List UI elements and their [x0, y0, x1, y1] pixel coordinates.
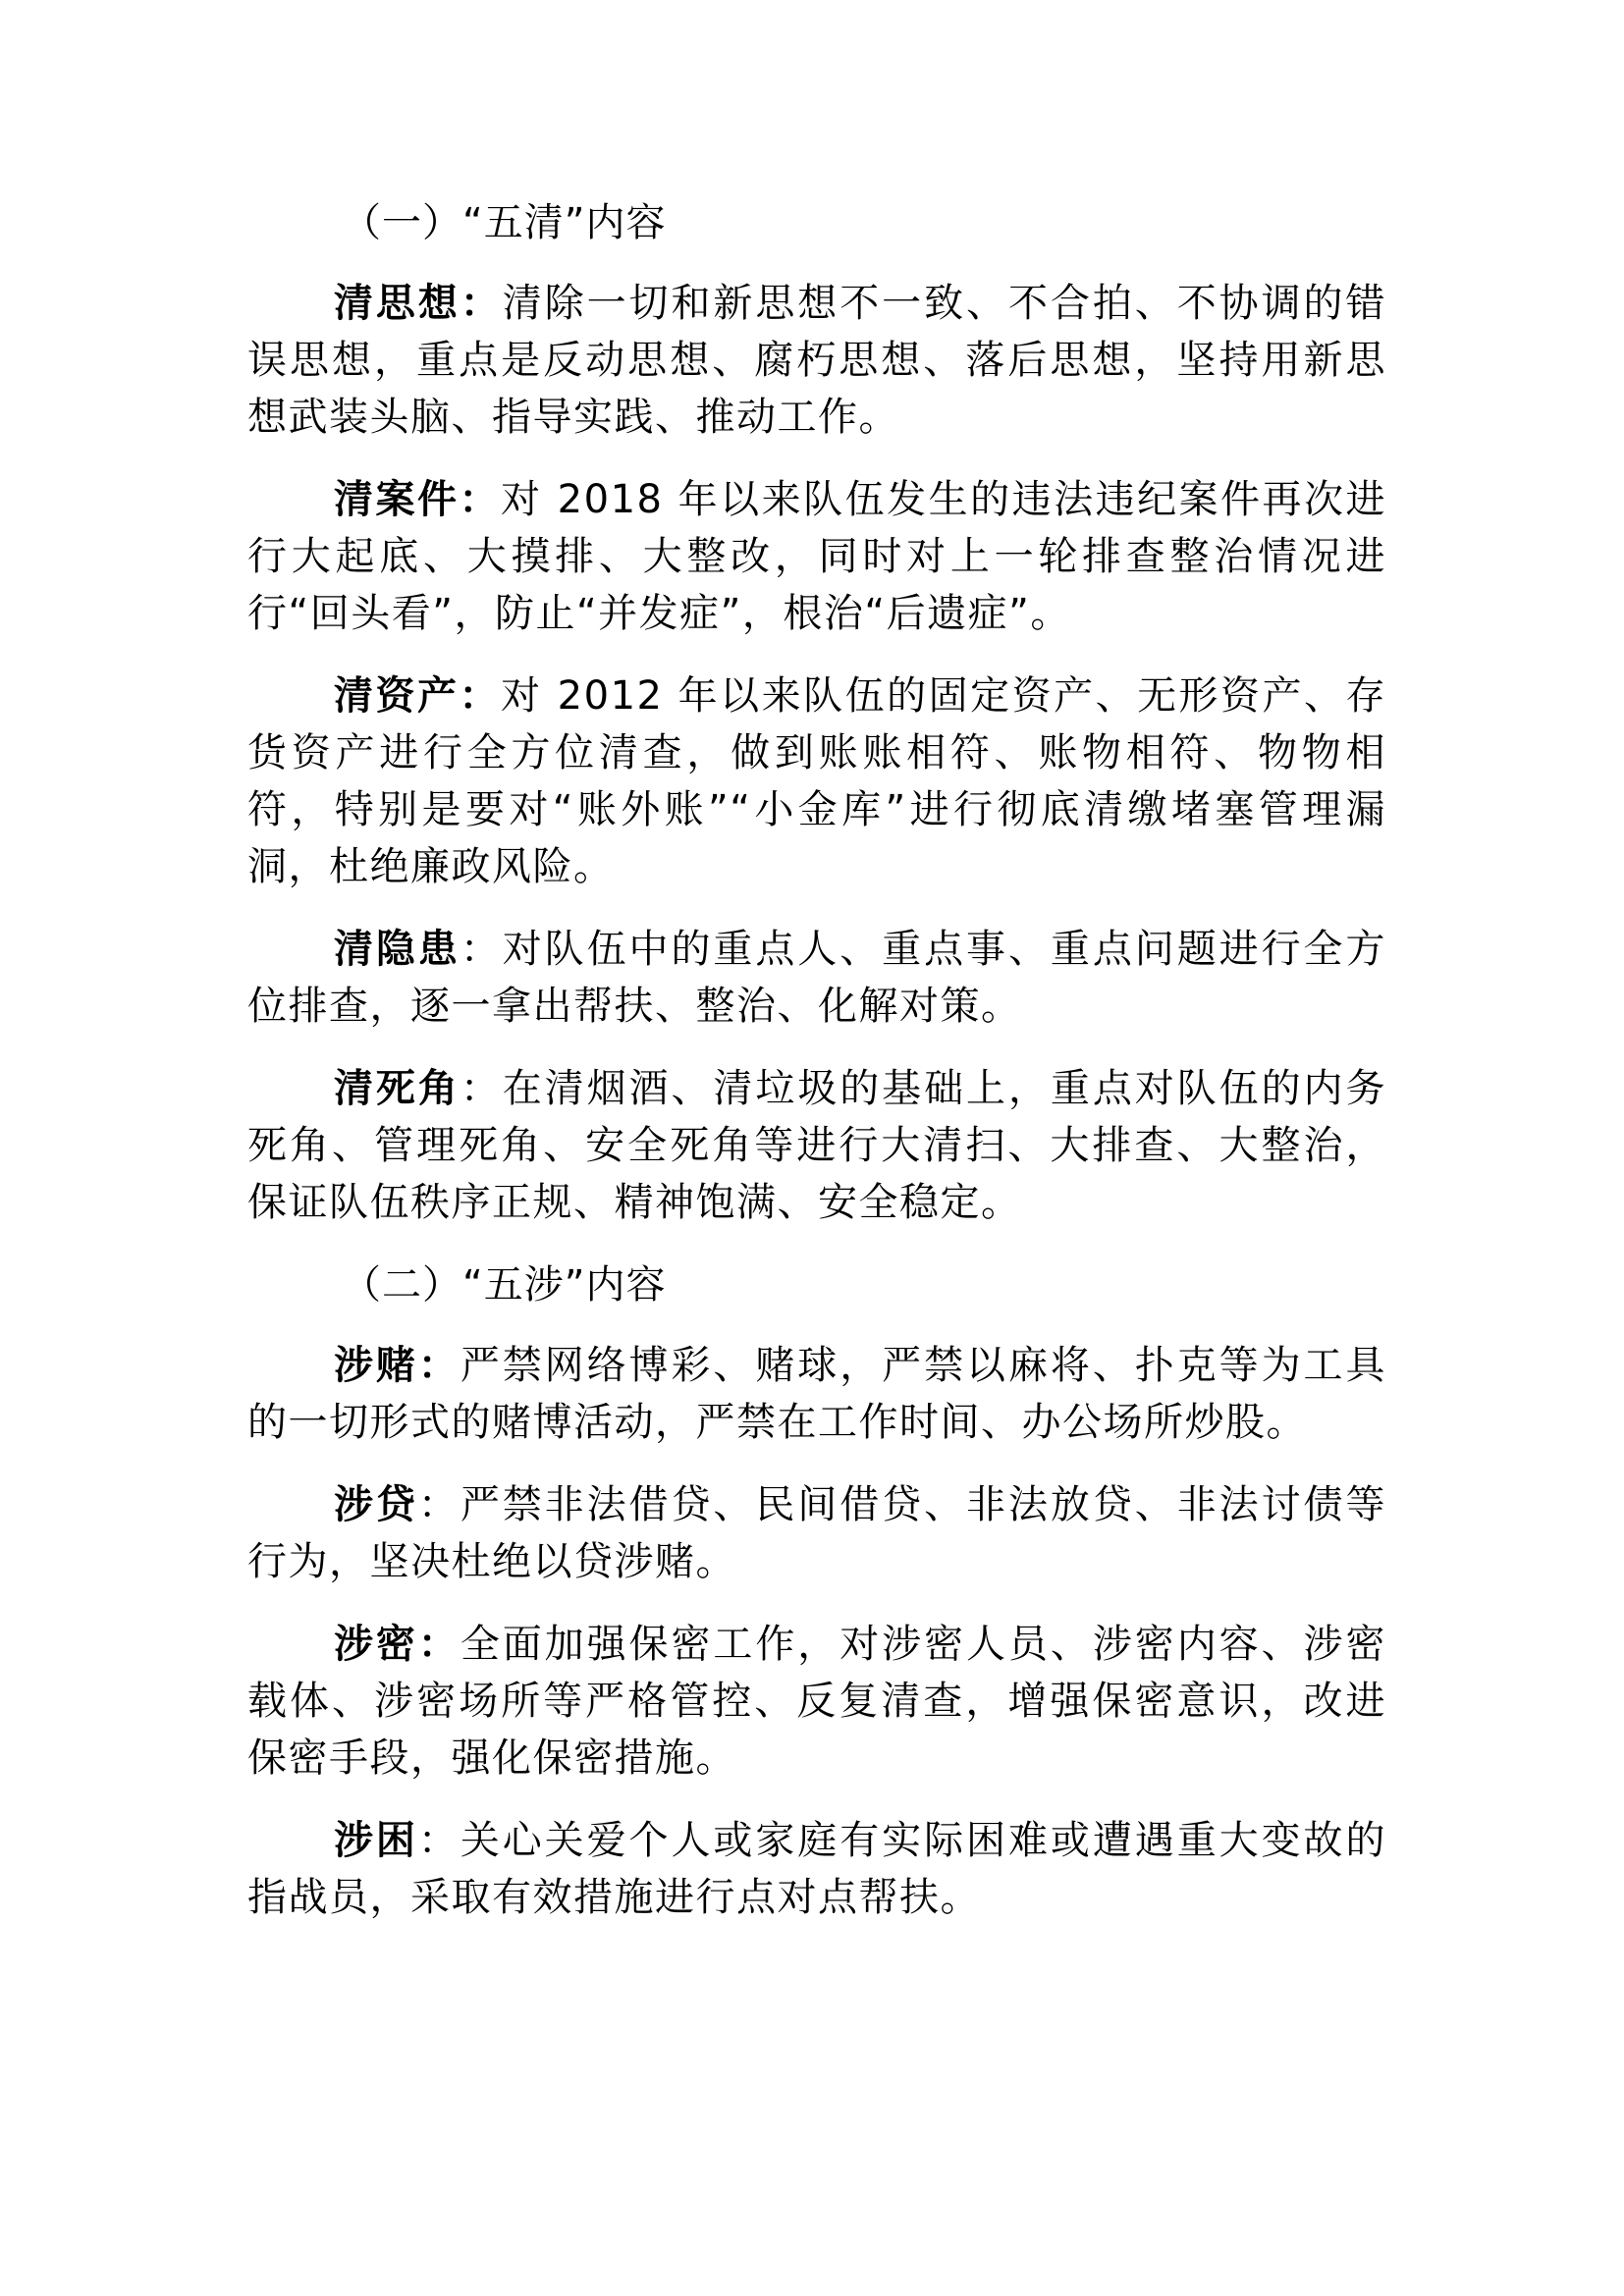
term-separator: ： [459, 673, 501, 719]
term-separator: ： [417, 1818, 460, 1863]
paragraph-she-kun [247, 1812, 1386, 1926]
term-separator: ： [417, 1343, 460, 1388]
term-label: 涉密 [334, 1622, 418, 1667]
term-label: 涉赌 [334, 1343, 418, 1388]
section-heading-wuqing: （一）“五清”内容 [342, 200, 667, 245]
paragraph-qing-zichan [247, 667, 1386, 895]
section-heading-wushe: （二）“五涉”内容 [342, 1262, 667, 1308]
term-label: 清思想 [334, 281, 460, 326]
term-label: 清案件 [334, 477, 460, 522]
paragraph-qing-sijiao [247, 1060, 1386, 1231]
paragraph-she-du [247, 1337, 1386, 1451]
paragraph-text: 关心关爱个人或家庭有实际困难或遭遇重大变故的指战员，采取有效措施进行点对点帮扶。 [247, 1818, 1386, 1920]
paragraph-text: 对 2018 年以来队伍发生的违法违纪案件再次进行大起底、大摸排、大整改，同时对上一轮排查整治情况进行“回头看”，防止“并发症”，根治“后遗症”。 [247, 477, 1387, 636]
paragraph-text: 清除一切和新思想不一致、不合拍、不协调的错误思想，重点是反动思想、腐朽思想、落后思想，坚持用新思想武装头脑、指导实践、推动工作。 [247, 281, 1386, 440]
term-label: 清资产 [334, 673, 460, 719]
paragraph-text: 在清烟酒、清垃圾的基础上，重点对队伍的内务死角、管理死角、安全死角等进行大清扫、大排查、大整治，保证队伍秩序正规、精神饱满、安全稳定。 [247, 1066, 1386, 1225]
paragraph-she-dai [247, 1476, 1386, 1590]
paragraph-qing-yinhuan [247, 921, 1386, 1035]
term-label: 涉困 [334, 1818, 418, 1863]
term-label: 清隐患 [334, 927, 460, 972]
term-separator: ： [460, 281, 503, 326]
term-separator: ： [460, 927, 503, 972]
paragraph-qing-sixiang [247, 275, 1386, 446]
term-separator: ： [417, 1622, 460, 1667]
paragraph-text: 严禁网络博彩、赌球，严禁以麻将、扑克等为工具的一切形式的赌博活动，严禁在工作时间、办公场所炒股。 [247, 1343, 1386, 1445]
term-separator: ： [459, 477, 501, 522]
term-separator: ： [460, 1066, 503, 1111]
paragraph-text: 全面加强保密工作，对涉密人员、涉密内容、涉密载体、涉密场所等严格管控、反复清查，增强保密意识，改进保密手段，强化保密措施。 [247, 1622, 1386, 1781]
paragraph-text: 对 2012 年以来队伍的固定资产、无形资产、存货资产进行全方位清查，做到账账相符、账物相符、物物相符，特别是要对“账外账”“小金库”进行彻底清缴堵塞管理漏洞，杜绝廉政风险。 [247, 673, 1387, 889]
term-label: 清死角 [334, 1066, 460, 1111]
paragraph-qing-anjian [247, 471, 1386, 642]
paragraph-she-mi [247, 1616, 1386, 1787]
paragraph-text: 对队伍中的重点人、重点事、重点问题进行全方位排查，逐一拿出帮扶、整治、化解对策。 [247, 927, 1386, 1029]
term-label: 涉贷 [334, 1482, 418, 1527]
term-separator: ： [417, 1482, 460, 1527]
document-page [247, 194, 1386, 1951]
paragraph-text: 严禁非法借贷、民间借贷、非法放贷、非法讨债等行为，坚决杜绝以贷涉赌。 [247, 1482, 1386, 1584]
